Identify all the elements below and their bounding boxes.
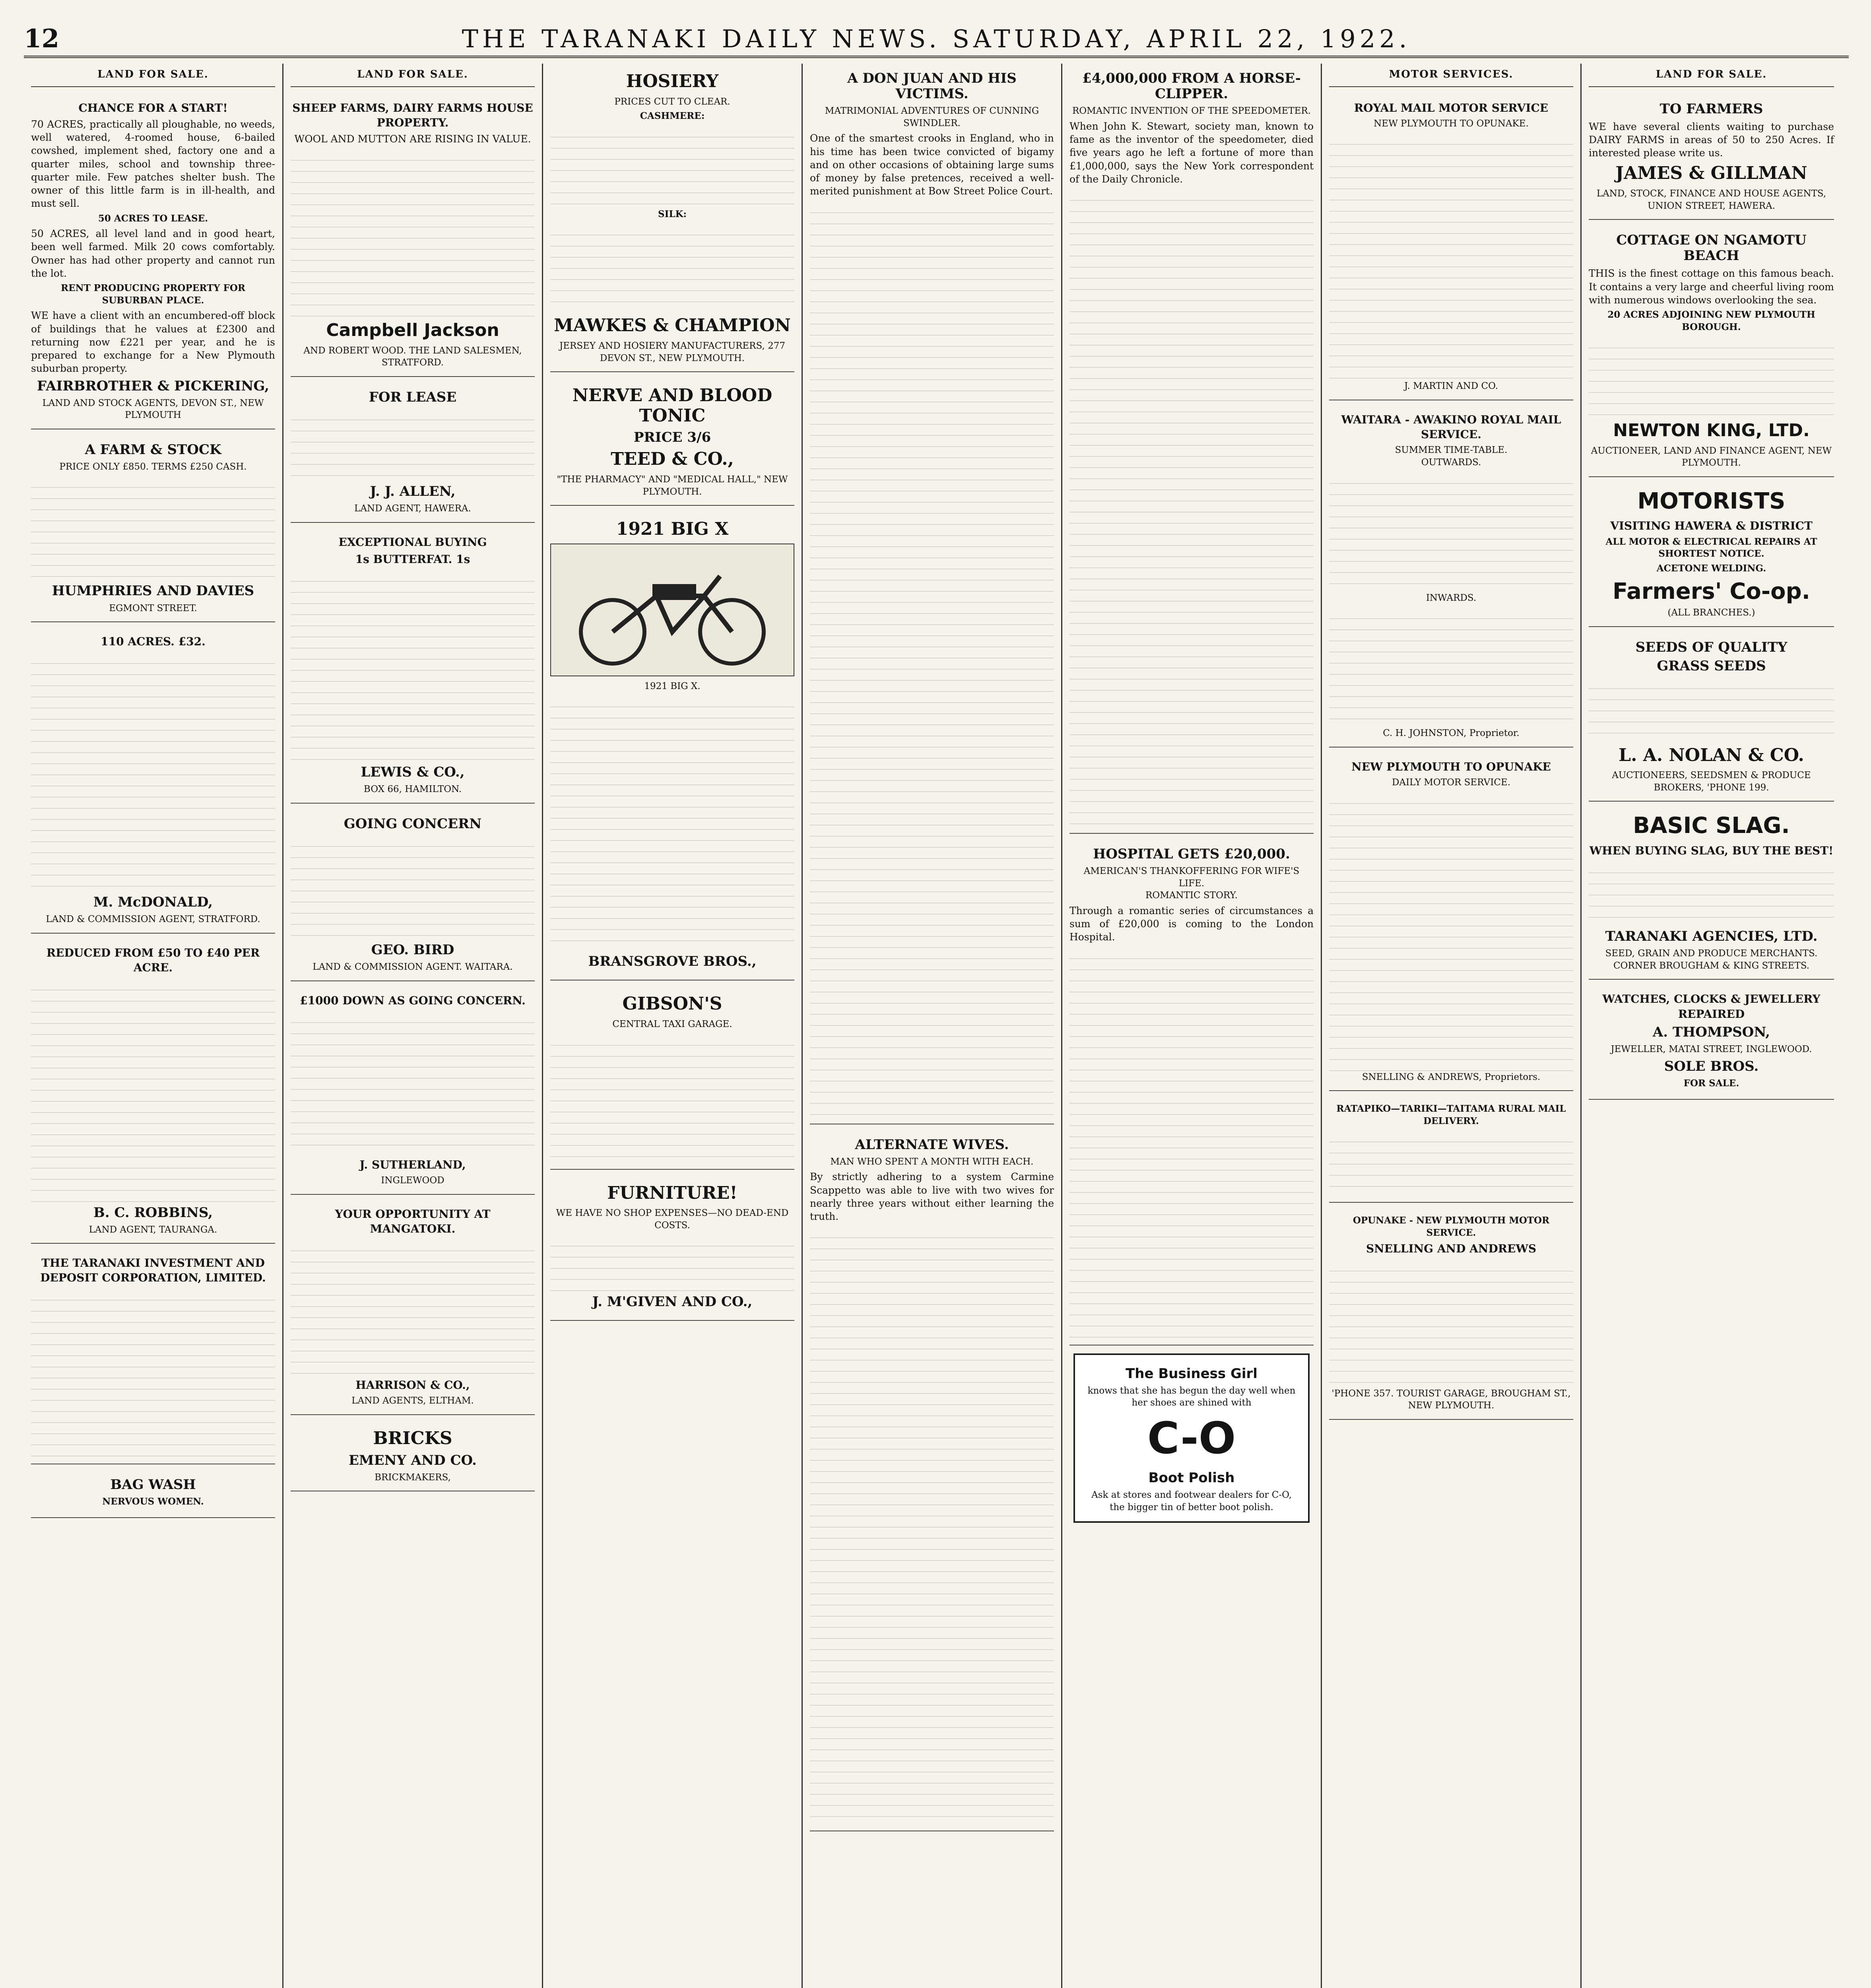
- agent-address: LAND AGENT, TAURANGA.: [89, 1224, 217, 1235]
- ad-heading: FURNITURE!: [607, 1182, 738, 1203]
- ad-heading: YOUR OPPORTUNITY AT MANGATOKI.: [335, 1207, 491, 1235]
- ad-text: 50 ACRES, all level land and in good heart, been well farmed. Milk 20 cows comfortably. Owner has had other property and cannot run the lot.: [31, 228, 275, 279]
- ad-text: knows that she has begun the day well when her shoes are shined with: [1087, 1385, 1296, 1408]
- agent-address: BRICKMAKERS,: [375, 1472, 451, 1483]
- agent-name: TARANAKI AGENCIES, LTD.: [1605, 928, 1818, 945]
- body-text-block: [1329, 1260, 1573, 1388]
- ad-subheading: NEW PLYMOUTH TO OPUNAKE.: [1374, 118, 1529, 129]
- column-heading: MOTOR SERVICES.: [1329, 64, 1573, 87]
- body-text-block: [291, 1240, 535, 1375]
- agent-name: A. THOMPSON,: [1652, 1024, 1770, 1040]
- advert-1000-down: [291, 987, 535, 1195]
- advert-motorists: [1589, 483, 1834, 627]
- column-heading: LAND FOR SALE.: [31, 64, 275, 87]
- agent-address: AUCTIONEERS, SEEDSMEN & PRODUCE BROKERS, 'PHONE 199.: [1612, 770, 1811, 793]
- ad-heading: NERVE AND BLOOD TONIC: [572, 385, 772, 426]
- article-text: One of the smartest crooks in England, who in his time has been twice convicted of bigamy and on other occasions of obtaining large sums of money by false pretences, received a well-merited punishment at Bow Street Police Court.: [810, 132, 1054, 197]
- body-text-block: [291, 571, 535, 761]
- advert-sheep-farms: [291, 94, 535, 377]
- body-text-block: [550, 1035, 794, 1162]
- advert-watches: [1589, 985, 1834, 1100]
- agent-name: NEWTON KING, LTD.: [1613, 420, 1810, 441]
- ad-heading: THE TARANAKI INVESTMENT AND DEPOSIT CORPORATION, LIMITED.: [40, 1256, 266, 1285]
- agent-address: LAND AGENT, HAWERA.: [354, 503, 471, 514]
- ad-subheading: CENTRAL TAXI GARAGE.: [612, 1019, 732, 1029]
- advert-mangatoki: [291, 1200, 535, 1415]
- article-subheadline: AMERICAN'S THANKOFFERING FOR WIFE'S LIFE.: [1083, 866, 1300, 889]
- advert-bricks: [291, 1421, 535, 1491]
- article-text: By strictly adhering to a system Carmine Scappetto was able to live with two wives for nearly three years without either learning the truth.: [810, 1171, 1054, 1223]
- advert-cottage: [1589, 225, 1834, 477]
- body-text-block: [31, 1289, 275, 1456]
- body-text-block: [291, 149, 535, 316]
- body-text-block: [1589, 337, 1834, 417]
- list-heading: SILK:: [658, 208, 687, 219]
- agent-name: BRANSGROVE BROS.,: [588, 953, 757, 970]
- ad-heading: BAG WASH: [110, 1476, 196, 1493]
- column-4: [803, 64, 1062, 1988]
- ad-heading: CHANCE FOR A START!: [78, 101, 228, 115]
- advert-investment: [31, 1249, 275, 1464]
- column-1: [24, 64, 283, 1988]
- ad-subheading: 1s BUTTERFAT. 1s: [355, 553, 470, 566]
- list-heading: CASHMERE:: [640, 111, 705, 122]
- article-don-juan: [810, 64, 1054, 1124]
- agent-name: SNELLING & ANDREWS, Proprietors.: [1362, 1072, 1541, 1082]
- column-5: [1062, 64, 1322, 1988]
- brand-sub: (ALL BRANCHES.): [1667, 607, 1755, 618]
- timetable: [1329, 134, 1573, 380]
- advert-np-opunake: [1329, 753, 1573, 1091]
- article-headline: ALTERNATE WIVES.: [855, 1136, 1009, 1153]
- advert-big-x: [550, 511, 794, 980]
- ad-text: ALL MOTOR & ELECTRICAL REPAIRS AT SHORTEST NOTICE.: [1605, 536, 1817, 559]
- advert-ratapiko: [1329, 1097, 1573, 1203]
- agent-address: EGMONT STREET.: [109, 603, 197, 613]
- advert-nerve-tonic: [550, 378, 794, 506]
- agent-address: AND ROBERT WOOD. THE LAND SALESMEN, STRATFORD.: [303, 345, 522, 368]
- ad-heading: SEEDS OF QUALITY: [1635, 639, 1788, 655]
- advert-reduced: [31, 939, 275, 1244]
- ad-heading: MOTORISTS: [1637, 488, 1786, 514]
- advert-basic-slag: [1589, 807, 1834, 980]
- ad-heading: FOR SALE.: [1683, 1077, 1739, 1089]
- ad-heading: The Business Girl: [1126, 1365, 1258, 1382]
- agent-address: AUCTIONEER, LAND AND FINANCE AGENT, NEW PLYMOUTH.: [1591, 445, 1832, 468]
- price-list: [550, 224, 794, 312]
- agent-name: SNELLING AND ANDREWS: [1366, 1242, 1537, 1256]
- agent-name: Campbell Jackson: [326, 320, 499, 341]
- ad-subheading: WE HAVE NO SHOP EXPENSES—NO DEAD-END COSTS.: [556, 1208, 789, 1231]
- article-subheadline: MAN WHO SPENT A MONTH WITH EACH.: [830, 1156, 1034, 1167]
- body-text-block: [550, 696, 794, 951]
- ad-price: PRICE 3/6: [633, 429, 711, 446]
- ad-heading: COTTAGE ON NGAMOTU BEACH: [1616, 232, 1807, 264]
- agent-address: SEED, GRAIN AND PRODUCE MERCHANTS. CORNER BROUGHAM & KING STREETS.: [1605, 948, 1818, 971]
- ad-subheading: DAILY MOTOR SERVICE.: [1392, 777, 1511, 788]
- timetable: [1329, 793, 1573, 1071]
- brand-name: Farmers' Co-op.: [1613, 579, 1810, 605]
- agent-name: J. M'GIVEN AND CO.,: [592, 1294, 753, 1310]
- body-text-block: [31, 653, 275, 891]
- timetable: [1329, 473, 1573, 592]
- body-text-block: [1589, 678, 1834, 742]
- ad-subheading: PRICES CUT TO CLEAR.: [614, 96, 730, 107]
- agent-name: FAIRBROTHER & PICKERING,: [37, 378, 270, 394]
- newspaper-title: THE TARANAKI DAILY NEWS. SATURDAY, APRIL 22, 1922.: [462, 24, 1411, 53]
- timetable: [1329, 608, 1573, 727]
- column-3: [543, 64, 803, 1988]
- body-text-block: [1329, 1131, 1573, 1195]
- agent-name: EMENY AND CO.: [349, 1452, 477, 1468]
- motorcycle-illustration: [550, 544, 794, 676]
- motorcycle-icon: [551, 544, 794, 676]
- agent-name: GEO. BIRD: [371, 942, 454, 958]
- ad-heading: TO FARMERS: [1659, 101, 1763, 117]
- ad-heading: 20 ACRES ADJOINING NEW PLYMOUTH BOROUGH.: [1607, 309, 1815, 332]
- agent-name: HUMPHRIES AND DAVIES: [52, 583, 254, 599]
- agent-name: HARRISON & CO.,: [355, 1378, 470, 1392]
- ad-heading: £1000 DOWN AS GOING CONCERN.: [300, 994, 526, 1007]
- agent-address: LAND AGENTS, ELTHAM.: [351, 1396, 474, 1406]
- column-2: [283, 64, 543, 1988]
- advert-farm-stock: [31, 435, 275, 622]
- article-headline: £4,000,000 FROM A HORSE-CLIPPER.: [1082, 70, 1301, 102]
- section-label: OUTWARDS.: [1421, 457, 1481, 468]
- advert-going-concern: [291, 809, 535, 981]
- ad-heading: EXCEPTIONAL BUYING: [338, 535, 487, 549]
- agent-address: BOX 66, HAMILTON.: [363, 784, 462, 795]
- article-horse-clipper: [1069, 64, 1314, 834]
- advert-royal-mail: [1329, 94, 1573, 400]
- article-subheadline: ROMANTIC INVENTION OF THE SPEEDOMETER.: [1072, 106, 1311, 116]
- agent-name: JAMES & GILLMAN: [1615, 163, 1807, 184]
- ad-text: ACETONE WELDING.: [1656, 563, 1766, 574]
- ad-heading: BASIC SLAG.: [1633, 813, 1790, 839]
- body-text-block: [1589, 862, 1834, 926]
- columns: [24, 64, 1849, 1988]
- body-text-block: [810, 202, 1054, 1116]
- advert-for-lease: [291, 382, 535, 523]
- article-text: When John K. Stewart, society man, known to fame as the inventor of the speedometer, died five years ago he left a fortune of more than £1,000,000, says the New York correspondent of the Daily Chronicle.: [1069, 120, 1314, 185]
- ad-heading: WATCHES, CLOCKS & JEWELLERY REPAIRED: [1602, 992, 1821, 1021]
- column-heading: LAND FOR SALE.: [1589, 64, 1834, 87]
- advert-boot-polish: [1073, 1353, 1310, 1523]
- body-text-block: [31, 477, 275, 580]
- ad-heading: RATAPIKO—TARIKI—TAITAMA RURAL MAIL DELIVERY.: [1336, 1103, 1566, 1126]
- masthead: [24, 22, 1849, 58]
- advert-exceptional-buying: [291, 528, 535, 804]
- ad-text: Ask at stores and footwear dealers for C-O, the bigger tin of better boot polish.: [1091, 1490, 1292, 1512]
- body-text-block: [1069, 190, 1314, 826]
- advert-furniture: [550, 1175, 794, 1321]
- article-headline: HOSPITAL GETS £20,000.: [1093, 846, 1290, 862]
- agent-name: M. McDONALD,: [93, 894, 213, 911]
- article-alternate-wives: [810, 1130, 1054, 1832]
- advert-gibsons: [550, 986, 794, 1169]
- agent-name: SOLE BROS.: [1664, 1058, 1759, 1074]
- article-hospital: [1069, 839, 1314, 1345]
- ad-heading: REDUCED FROM £50 TO £40 PER ACRE.: [46, 946, 260, 975]
- agent-name: C. H. JOHNSTON, Proprietor.: [1383, 728, 1520, 739]
- agent-name: LEWIS & CO.,: [361, 764, 465, 780]
- advert-hosiery: [550, 64, 794, 372]
- agent-name: B. C. ROBBINS,: [93, 1204, 213, 1221]
- illustration-caption: 1921 BIG X.: [644, 681, 701, 691]
- agent-address: JERSEY AND HOSIERY MANUFACTURERS, 277 DEVON ST., NEW PLYMOUTH.: [559, 340, 785, 363]
- ad-heading: HOSIERY: [626, 71, 719, 91]
- body-text-block: [550, 1235, 794, 1291]
- ad-heading: FOR LEASE: [369, 389, 457, 406]
- ad-heading: 50 ACRES TO LEASE.: [98, 213, 208, 224]
- ad-subheading: VISITING HAWERA & DISTRICT: [1610, 519, 1813, 533]
- ad-heading: 1921 BIG X: [616, 519, 729, 540]
- product-name: Boot Polish: [1148, 1470, 1235, 1486]
- advert-waitara-awakino: [1329, 406, 1573, 747]
- ad-heading: ROYAL MAIL MOTOR SERVICE: [1354, 101, 1549, 115]
- agent-address: INGLEWOOD: [381, 1175, 444, 1186]
- agent-name: J. SUTHERLAND,: [359, 1158, 466, 1171]
- article-subheadline: MATRIMONIAL ADVENTURES OF CUNNING SWINDLER.: [825, 106, 1039, 128]
- agent-name: L. A. NOLAN & CO.: [1619, 745, 1804, 765]
- agent-name: MAWKES & CHAMPION: [554, 315, 791, 336]
- ad-text: WE have a client with an encumbered-off block of buildings that he values at £2300 and returning now £221 per year, and he is prepared to exchange for a New Plymouth suburban property.: [31, 310, 275, 375]
- ad-heading: RENT PRODUCING PROPERTY FOR SUBURBAN PLACE.: [61, 283, 245, 306]
- body-text-block: [810, 1227, 1054, 1823]
- ad-subheading: WHEN BUYING SLAG, BUY THE BEST!: [1589, 844, 1834, 857]
- ad-heading: BRICKS: [373, 1428, 452, 1449]
- column-7: [1582, 64, 1841, 1988]
- ad-heading: A FARM & STOCK: [85, 441, 221, 458]
- agent-name: J. J. ALLEN,: [370, 483, 456, 500]
- ad-price: PRICE ONLY £850. TERMS £250 CASH.: [59, 461, 247, 472]
- column-6: [1322, 64, 1582, 1988]
- ad-subheading: NERVOUS WOMEN.: [102, 1496, 204, 1507]
- advert-chance: [31, 94, 275, 429]
- brand-logo: C-O: [1083, 1409, 1300, 1467]
- ad-heading: WAITARA - AWAKINO ROYAL MAIL SERVICE.: [1341, 413, 1561, 441]
- ad-text: 70 ACRES, practically all ploughable, no weeds, well watered, 4-roomed house, 6-bailed cowshed, implement shed, factory one and a quarter miles, school and township three-quarter mile. Few patches shelter bush. The owner of this little farm is in ill-health, and must sell.: [31, 118, 275, 210]
- ad-heading: 110 ACRES. £32.: [101, 635, 206, 648]
- body-text-block: [291, 409, 535, 481]
- advert-opunake-np: [1329, 1208, 1573, 1420]
- ad-heading: OPUNAKE - NEW PLYMOUTH MOTOR SERVICE.: [1353, 1215, 1550, 1238]
- body-text-block: [291, 836, 535, 939]
- agent-address: LAND & COMMISSION AGENT. WAITARA.: [312, 962, 513, 973]
- advert-110-acres: [31, 628, 275, 934]
- advert-seeds: [1589, 633, 1834, 802]
- article-subheadline: ROMANTIC STORY.: [1145, 890, 1238, 901]
- section-label: INWARDS.: [1426, 592, 1477, 603]
- agent-name: J. MARTIN AND CO.: [1404, 381, 1498, 392]
- ad-subheading: SUMMER TIME-TABLE.: [1395, 445, 1508, 456]
- ad-text: WE have several clients waiting to purchase DAIRY FARMS in areas of 50 to 250 Acres. If interested please write us.: [1589, 120, 1834, 159]
- ad-footer: 'PHONE 357. TOURIST GARAGE, BROUGHAM ST., NEW PLYMOUTH.: [1331, 1388, 1571, 1411]
- body-text-block: [291, 1012, 535, 1155]
- agent-address: LAND & COMMISSION AGENT, STRATFORD.: [46, 914, 260, 925]
- ad-heading: SHEEP FARMS, DAIRY FARMS HOUSE PROPERTY.: [292, 101, 533, 129]
- ad-text: THIS is the finest cottage on this famous beach. It contains a very large and cheerful living room with numerous windows overlooking the sea.: [1589, 268, 1834, 306]
- body-text-block: [31, 979, 275, 1202]
- ad-text: WOOL AND MUTTON ARE RISING IN VALUE.: [294, 133, 531, 145]
- agent-address: LAND AND STOCK AGENTS, DEVON ST., NEW PLYMOUTH: [42, 398, 264, 421]
- ad-heading: NEW PLYMOUTH TO OPUNAKE: [1351, 760, 1551, 773]
- agent-address: LAND, STOCK, FINANCE AND HOUSE AGENTS, UNION STREET, HAWERA.: [1596, 188, 1826, 211]
- agent-address: JEWELLER, MATAI STREET, INGLEWOOD.: [1611, 1044, 1812, 1054]
- agent-address: "THE PHARMACY" AND "MEDICAL HALL," NEW PLYMOUTH.: [557, 474, 788, 497]
- price-list: [550, 126, 794, 206]
- page-number: 12: [24, 24, 60, 54]
- advert-to-farmers: [1589, 94, 1834, 220]
- body-text-block: [1069, 948, 1314, 1338]
- column-heading: LAND FOR SALE.: [291, 64, 535, 87]
- article-headline: A DON JUAN AND HIS VICTIMS.: [847, 70, 1017, 102]
- article-text: Through a romantic series of circumstances a sum of £20,000 is coming to the London Hospital.: [1069, 905, 1314, 943]
- advert-bag-wash: [31, 1470, 275, 1518]
- ad-heading: GOING CONCERN: [344, 815, 482, 832]
- agent-name: TEED & CO.,: [611, 449, 734, 470]
- ad-heading: GIBSON'S: [622, 994, 722, 1014]
- ad-subheading: GRASS SEEDS: [1657, 658, 1766, 674]
